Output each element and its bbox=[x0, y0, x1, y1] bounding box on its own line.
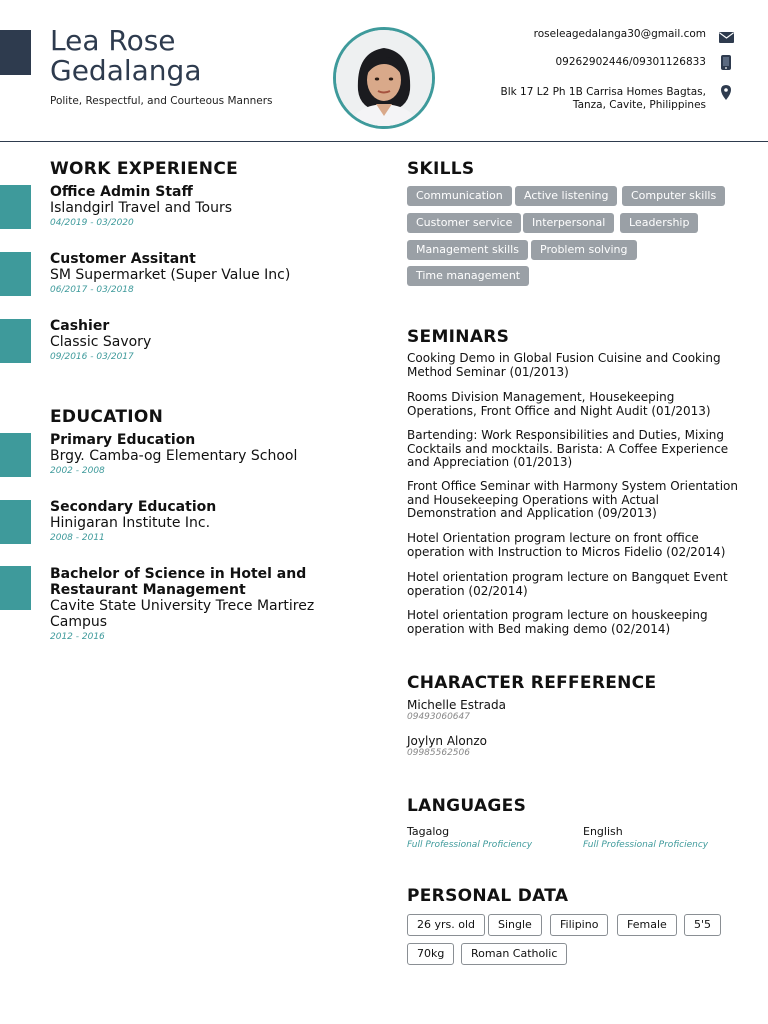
education-accent-1 bbox=[0, 433, 31, 477]
personal-chip: 26 yrs. old bbox=[407, 914, 485, 936]
education-dates: 2012 - 2016 bbox=[50, 632, 105, 642]
education-school: Brgy. Camba-og Elementary School bbox=[50, 448, 298, 464]
education-dates: 2008 - 2011 bbox=[50, 533, 105, 543]
education-title: EDUCATION bbox=[50, 407, 164, 427]
work-accent-2 bbox=[0, 252, 31, 296]
seminar-item bbox=[407, 571, 742, 598]
education-accent-2 bbox=[0, 500, 31, 544]
skill-chip: Problem solving bbox=[531, 240, 637, 260]
reference-item bbox=[407, 698, 506, 722]
header-accent-block bbox=[0, 30, 31, 75]
personal-chip: Filipino bbox=[550, 914, 608, 936]
reference-phone: 09985562506 bbox=[407, 748, 470, 758]
personal-chip: 70kg bbox=[407, 943, 454, 965]
address-line-1: Blk 17 L2 Ph 1B Carrisa Homes Bagtas, bbox=[500, 86, 706, 98]
seminar-item bbox=[407, 391, 742, 418]
seminar-line: Hotel orientation program lecture on houskeeping bbox=[407, 608, 708, 622]
work-dates: 04/2019 - 03/2020 bbox=[50, 218, 134, 228]
seminar-line: Rooms Division Management, Housekeeping bbox=[407, 390, 675, 404]
languages-title: LANGUAGES bbox=[407, 796, 527, 816]
seminar-line: Cooking Demo in Global Fusion Cuisine and Cooking bbox=[407, 351, 721, 365]
seminar-line: Demonstration and Application (09/2013) bbox=[407, 506, 657, 520]
seminar-line: operation (02/2014) bbox=[407, 583, 528, 598]
education-accent-3 bbox=[0, 566, 31, 610]
skill-chip: Active listening bbox=[515, 186, 617, 206]
email-text: roseleagedalanga30@gmail.com bbox=[533, 28, 706, 40]
seminar-item bbox=[407, 532, 742, 559]
header-divider bbox=[0, 141, 768, 142]
work-entry bbox=[50, 318, 151, 362]
skill-chip: Customer service bbox=[407, 213, 521, 233]
skill-chip: Interpersonal bbox=[523, 213, 614, 233]
education-dates: 2002 - 2008 bbox=[50, 466, 105, 476]
last-name: Gedalanga bbox=[50, 54, 202, 87]
work-company: SM Supermarket (Super Value Inc) bbox=[50, 267, 291, 283]
skill-chip: Communication bbox=[407, 186, 512, 206]
seminar-line: and Appreciation (01/2013) bbox=[407, 455, 573, 469]
work-dates: 06/2017 - 03/2018 bbox=[50, 285, 134, 295]
work-dates: 09/2016 - 03/2017 bbox=[50, 352, 134, 362]
first-name: Lea Rose bbox=[50, 24, 176, 57]
seminar-item bbox=[407, 429, 742, 470]
work-role: Office Admin Staff bbox=[50, 184, 193, 200]
work-entry bbox=[50, 184, 232, 228]
tagline: Polite, Respectful, and Courteous Manners bbox=[50, 95, 273, 107]
personal-data-title: PERSONAL DATA bbox=[407, 886, 569, 906]
reference-name: Michelle Estrada bbox=[407, 698, 506, 712]
work-role: Customer Assitant bbox=[50, 251, 196, 267]
language-name: Tagalog bbox=[407, 825, 450, 838]
seminar-item bbox=[407, 352, 742, 379]
skills-title: SKILLS bbox=[407, 159, 475, 179]
skill-chip: Management skills bbox=[407, 240, 528, 260]
reference-phone: 09493060647 bbox=[407, 712, 470, 722]
seminar-item bbox=[407, 609, 742, 636]
language-level: Full Professional Proficiency bbox=[407, 840, 533, 850]
education-school-line-2: Campus bbox=[50, 614, 108, 630]
language-item bbox=[583, 825, 708, 850]
education-entry bbox=[50, 499, 216, 543]
education-degree: Primary Education bbox=[50, 432, 196, 448]
seminar-item bbox=[407, 480, 742, 521]
phone-text: 09262902446/09301126833 bbox=[555, 56, 706, 68]
envelope-icon bbox=[719, 28, 734, 47]
work-entry bbox=[50, 251, 290, 295]
portrait-image bbox=[336, 30, 432, 126]
candidate-name bbox=[50, 26, 201, 86]
personal-chip: 5'5 bbox=[684, 914, 721, 936]
seminar-line: Cocktails and mocktails. Barista: A Coffee Experience bbox=[407, 441, 729, 456]
profile-photo bbox=[333, 27, 435, 129]
seminar-line: operation with Instruction to Micros Fidelio (02/2014) bbox=[407, 544, 726, 559]
seminar-line: Front Office Seminar with Harmony System Orientation bbox=[407, 479, 738, 493]
seminars-title: SEMINARS bbox=[407, 327, 510, 347]
address-line-2: Tanza, Cavite, Philippines bbox=[572, 99, 706, 111]
reference-name: Joylyn Alonzo bbox=[407, 734, 487, 748]
phone-icon bbox=[721, 55, 731, 74]
seminar-line: Hotel Orientation program lecture on front office bbox=[407, 531, 699, 545]
education-entry bbox=[50, 566, 314, 642]
personal-chip: Single bbox=[488, 914, 542, 936]
language-item bbox=[407, 825, 532, 850]
seminar-line: Bartending: Work Responsibilities and Duties, Mixing bbox=[407, 428, 725, 442]
language-name: English bbox=[583, 825, 623, 838]
seminar-line: Hotel orientation program lecture on Bangquet Event bbox=[407, 570, 728, 584]
education-school: Hinigaran Institute Inc. bbox=[50, 515, 211, 531]
education-degree: Secondary Education bbox=[50, 499, 217, 515]
location-pin-icon bbox=[721, 85, 731, 104]
education-entry bbox=[50, 432, 297, 476]
education-school-line-1: Cavite State University Trece Martirez bbox=[50, 598, 315, 614]
language-level: Full Professional Proficiency bbox=[583, 840, 709, 850]
work-role: Cashier bbox=[50, 318, 110, 334]
seminar-line: Method Seminar (01/2013) bbox=[407, 364, 569, 379]
work-company: Classic Savory bbox=[50, 334, 152, 350]
seminar-line: and Housekeeping Operations with Actual bbox=[407, 492, 659, 507]
work-accent-1 bbox=[0, 185, 31, 229]
skill-chip: Leadership bbox=[620, 213, 698, 233]
education-degree-line-2: Restaurant Management bbox=[50, 582, 246, 598]
seminar-line: operation with Bed making demo (02/2014) bbox=[407, 621, 671, 636]
work-experience-title: WORK EXPERIENCE bbox=[50, 159, 239, 179]
seminar-line: Operations, Front Office and Night Audit (01/2013) bbox=[407, 403, 711, 418]
skill-chip: Computer skills bbox=[622, 186, 725, 206]
reference-item bbox=[407, 734, 487, 758]
education-degree-line-1: Bachelor of Science in Hotel and bbox=[50, 566, 307, 582]
work-company: Islandgirl Travel and Tours bbox=[50, 200, 233, 216]
personal-chip: Roman Catholic bbox=[461, 943, 567, 965]
work-accent-3 bbox=[0, 319, 31, 363]
references-title: CHARACTER REFFERENCE bbox=[407, 673, 657, 693]
personal-chip: Female bbox=[617, 914, 677, 936]
address-text bbox=[500, 86, 706, 112]
skill-chip: Time management bbox=[407, 266, 529, 286]
